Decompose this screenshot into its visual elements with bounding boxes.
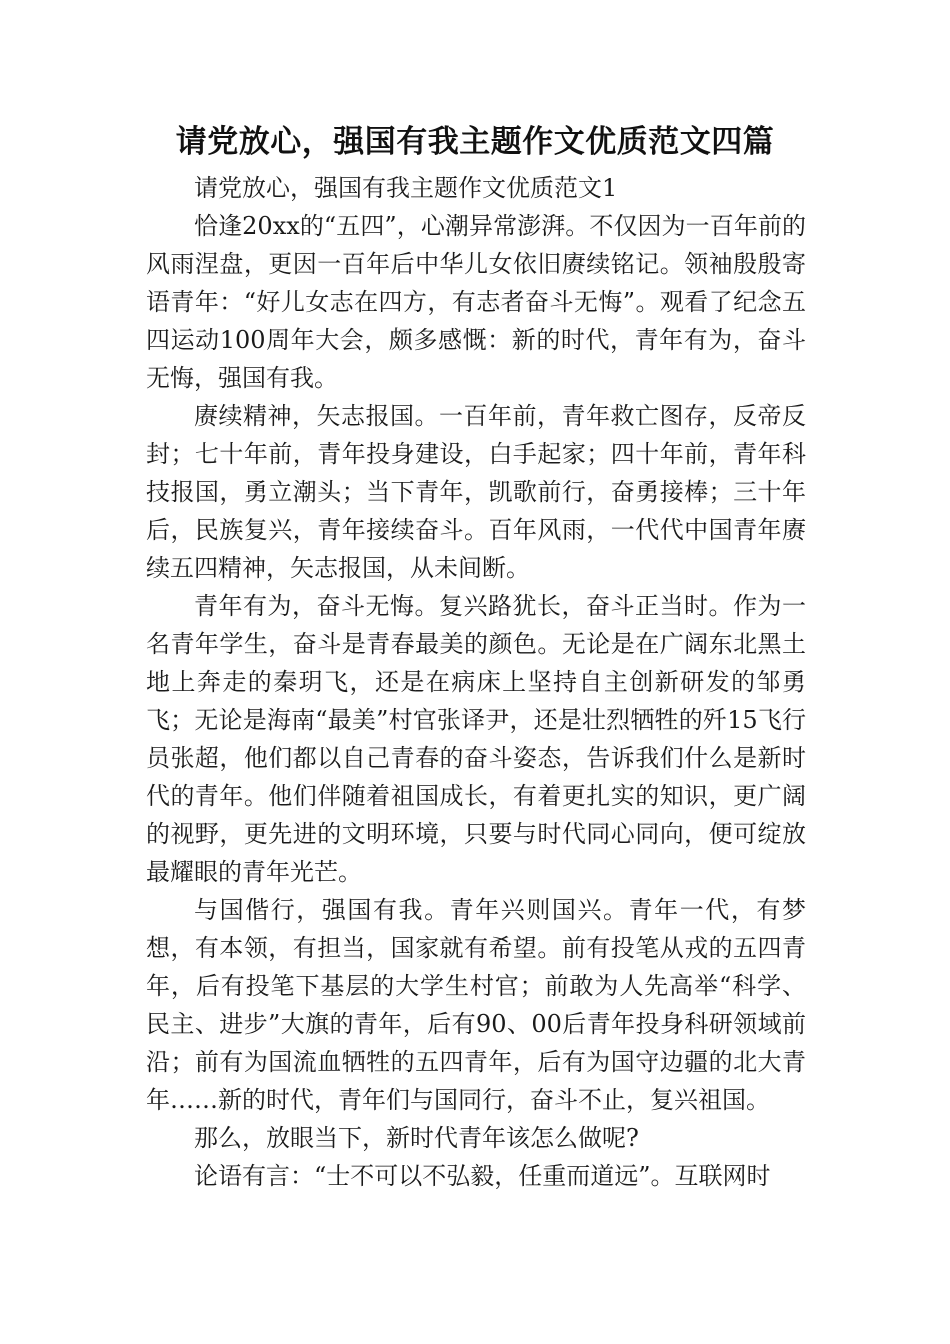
paragraph: 那么，放眼当下，新时代青年该怎么做呢? (194, 1124, 639, 1152)
document-title: 请党放心，强国有我主题作文优质范文四篇 (175, 124, 775, 160)
paragraph: 与国偕行，强国有我。青年兴则国兴。青年一代，有梦想，有本领，有担当，国家就有希望。前有投笔从戎的五四青年，后有投笔下基层的大学生村官；前敢为人先高举“科学、民主、进步”大旗的青年，后有90、00后青年投身科研领域前沿；前有为国流血牺牲的五四青年，后有为国守边疆的北大青年……新的时代，青年们与国同行，奋斗不止，复兴祖国。 (146, 896, 806, 1114)
paragraph: 赓续精神，矢志报国。一百年前，青年救亡图存，反帝反封；七十年前，青年投身建设，白手起家；四十年前，青年科技报国，勇立潮头；当下青年，凯歌前行，奋勇接棒；三十年后，民族复兴，青年接续奋斗。百年风雨，一代代中国青年赓续五四精神，矢志报国，从未间断。 (146, 402, 806, 582)
paragraph: 论语有言：“士不可以不弘毅，任重而道远”。互联网时 (194, 1162, 771, 1190)
paragraph: 恰逢20xx的“五四”，心潮异常澎湃。不仅因为一百年前的风雨涅盘，更因一百年后中华儿女依旧赓续铭记。领袖殷殷寄语青年：“好儿女志在四方，有志者奋斗无悔”。观看了纪念五四运动100周年大会，颇多感慨：新的时代，青年有为，奋斗无悔，强国有我。 (146, 212, 806, 392)
paragraph: 青年有为，奋斗无悔。复兴路犹长，奋斗正当时。作为一名青年学生，奋斗是青春最美的颜色。无论是在广阔东北黑土地上奔走的秦玥飞，还是在病床上坚持自主创新研发的邹勇飞；无论是海南“最美”村官张译尹，还是壮烈牺牲的歼15飞行员张超，他们都以自己青春的奋斗姿态，告诉我们什么是新时代的青年。他们伴随着祖国成长，有着更扎实的知识，更广阔的视野，更先进的文明环境，只要与时代同心同向，便可绽放最耀眼的青年光芒。 (146, 592, 806, 886)
document-body (146, 169, 806, 1195)
paragraph-subtitle: 请党放心，强国有我主题作文优质范文1 (194, 174, 618, 202)
